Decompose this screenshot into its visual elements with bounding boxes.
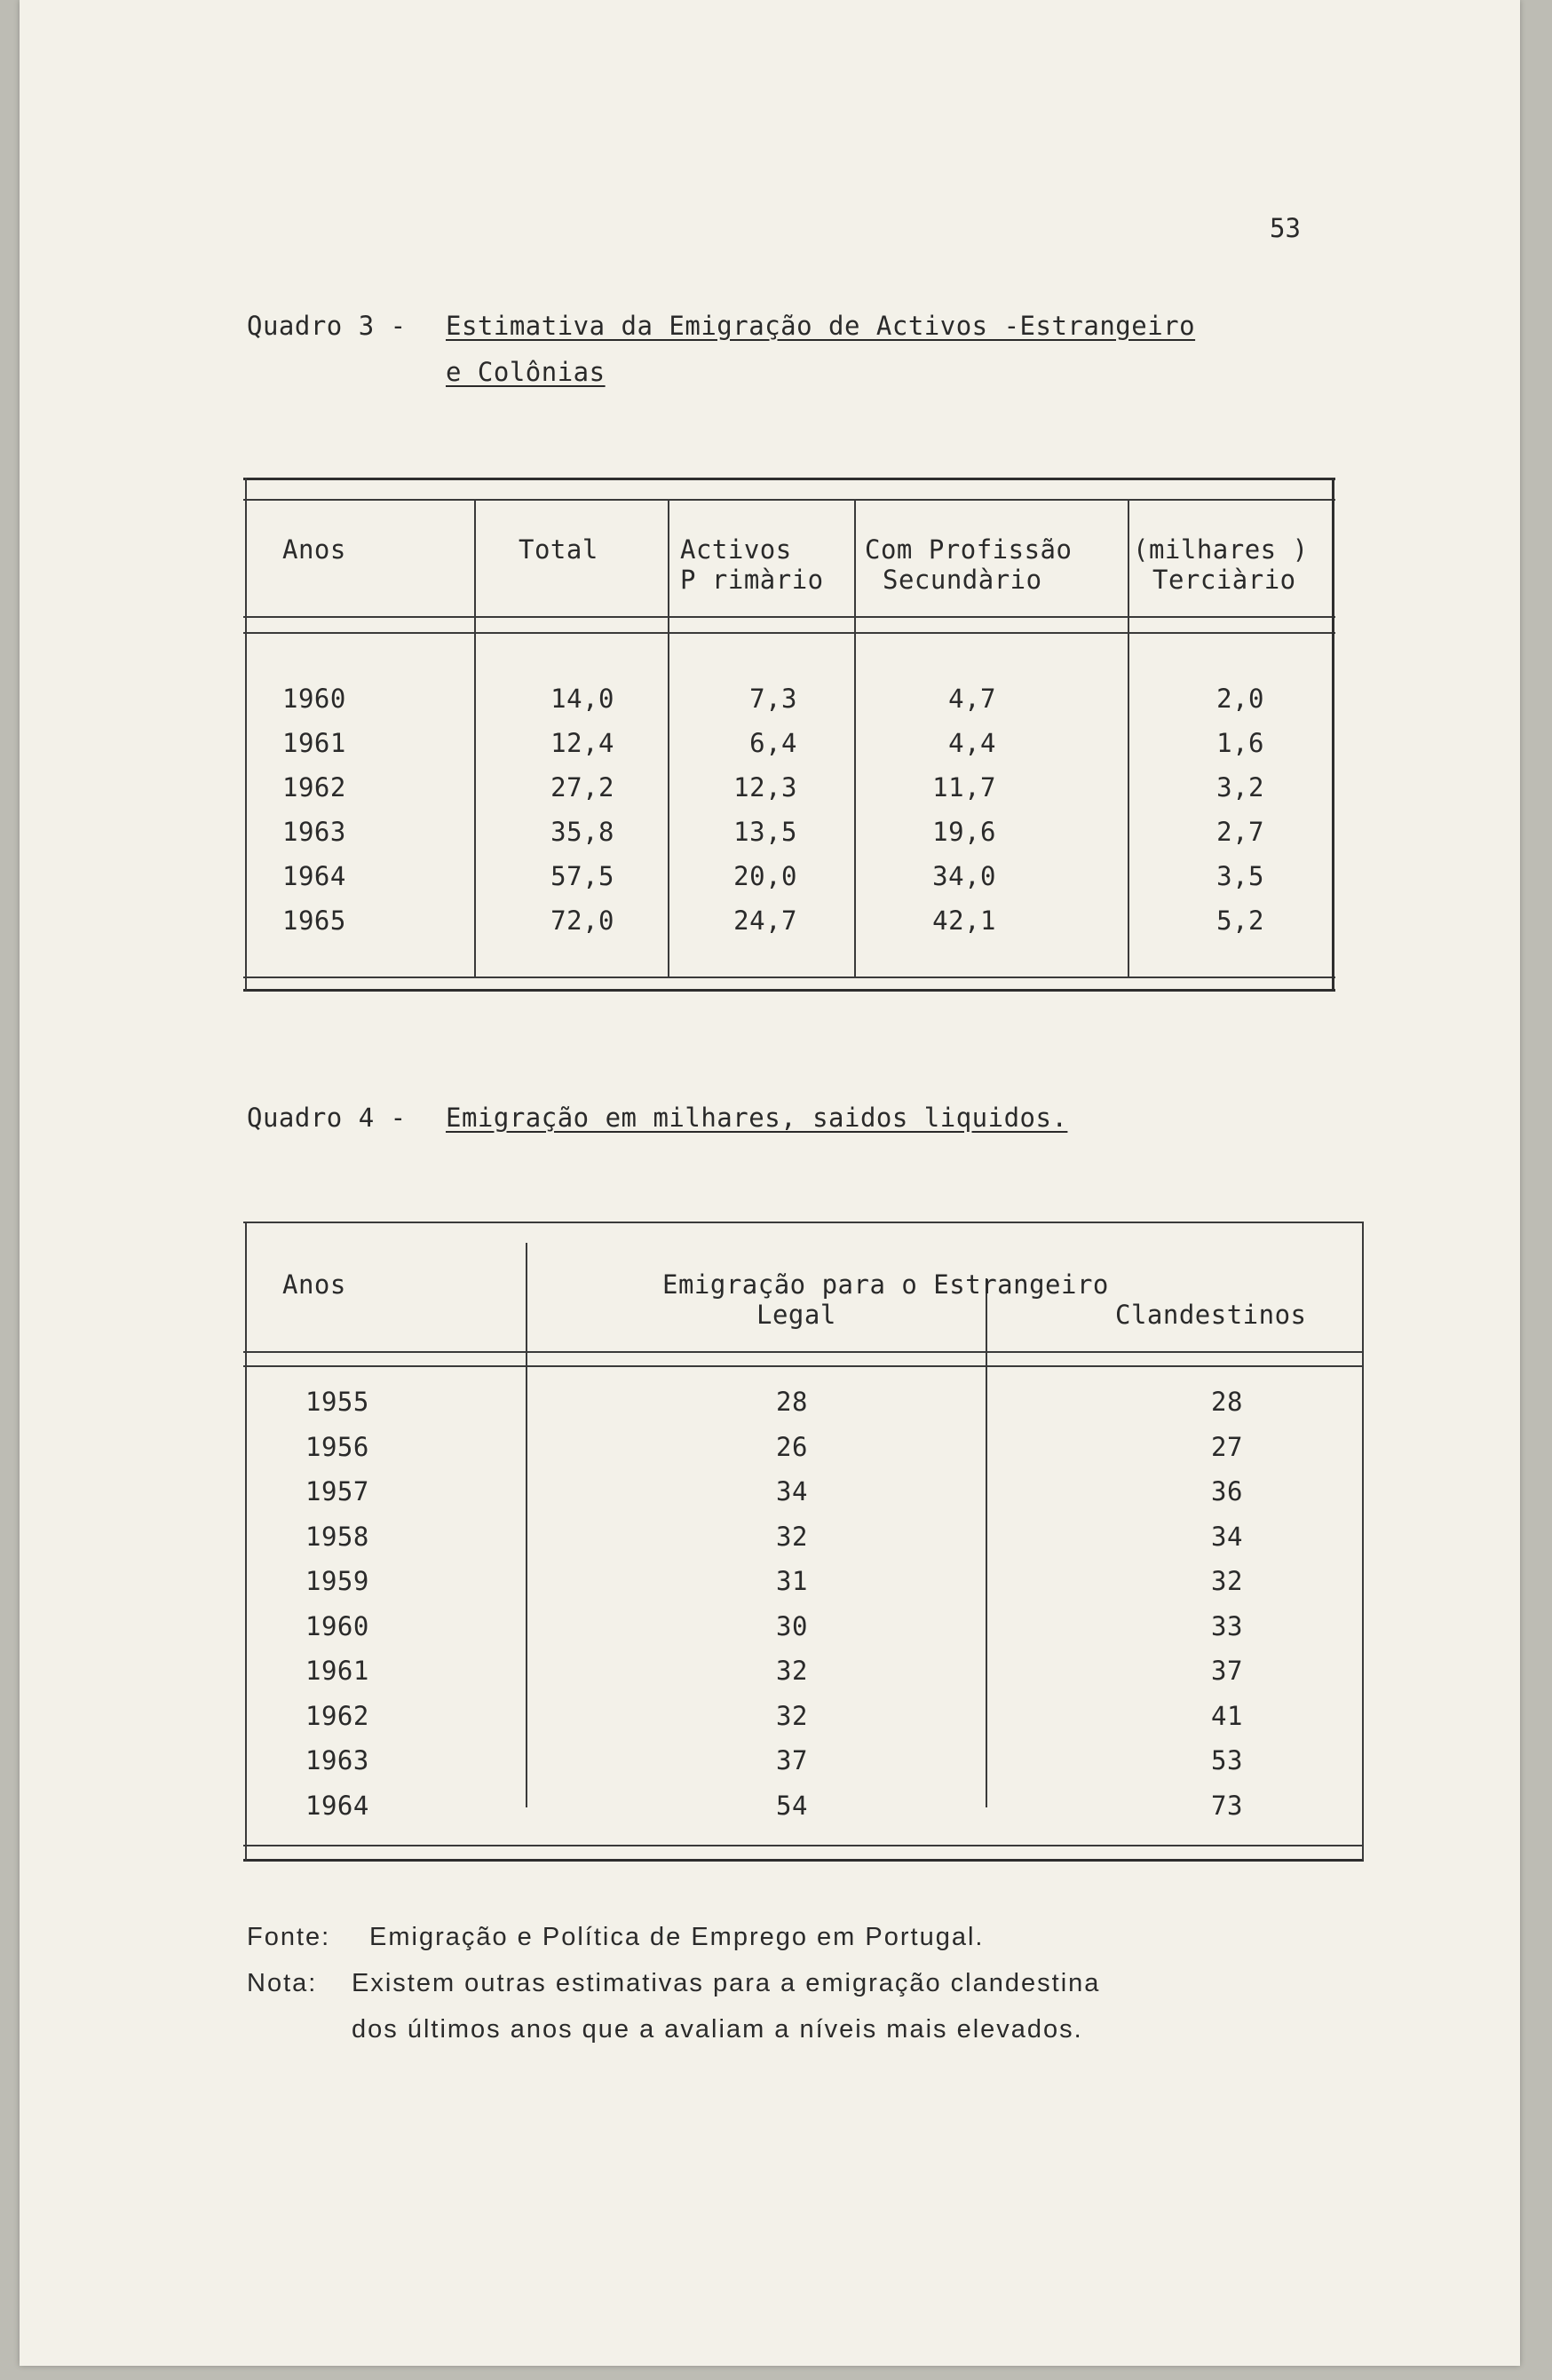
col-activos-header: Activos bbox=[680, 534, 792, 565]
t4-cell-legal: 31 bbox=[776, 1566, 808, 1596]
t4-cell-ano: 1964 bbox=[305, 1791, 369, 1821]
t3-cell-secundario: 34,0 bbox=[932, 861, 996, 891]
t3-cell-total: 14,0 bbox=[550, 684, 614, 714]
t3-cell-total: 27,2 bbox=[550, 772, 614, 803]
t3-cell-ano: 1960 bbox=[282, 684, 346, 714]
t3-cell-total: 57,5 bbox=[550, 861, 614, 891]
t4-cell-clandestinos: 34 bbox=[1211, 1522, 1243, 1552]
t4-cell-legal: 54 bbox=[776, 1791, 808, 1821]
t4-cell-ano: 1956 bbox=[305, 1432, 369, 1462]
t3-cell-total: 35,8 bbox=[550, 817, 614, 847]
t4-cell-legal: 32 bbox=[776, 1656, 808, 1686]
t3-cell-ano: 1962 bbox=[282, 772, 346, 803]
t4-cell-legal: 30 bbox=[776, 1611, 808, 1641]
t3-cell-secundario: 42,1 bbox=[932, 905, 996, 936]
col-milhares-header: (milhares ) bbox=[1133, 534, 1309, 565]
t4-cell-legal: 32 bbox=[776, 1522, 808, 1552]
table3-title-continuation: e Colônias bbox=[446, 357, 606, 387]
t4-cell-ano: 1962 bbox=[305, 1701, 369, 1731]
t4-cell-clandestinos: 33 bbox=[1211, 1611, 1243, 1641]
table3-title: Estimativa da Emigração de Activos -Estrangeiro bbox=[446, 311, 1196, 341]
t4-cell-ano: 1961 bbox=[305, 1656, 369, 1686]
t4-cell-clandestinos: 32 bbox=[1211, 1566, 1243, 1596]
fonte-label: Fonte: bbox=[247, 1923, 331, 1951]
t3-cell-terciario: 2,7 bbox=[1216, 817, 1264, 847]
t3-cell-terciario: 1,6 bbox=[1216, 728, 1264, 758]
t4-cell-clandestinos: 53 bbox=[1211, 1745, 1243, 1775]
table4-title: Emigração em milhares, saidos liquidos. bbox=[446, 1103, 1068, 1133]
t4-cell-clandestinos: 73 bbox=[1211, 1791, 1243, 1821]
t3-cell-ano: 1961 bbox=[282, 728, 346, 758]
t3-cell-total: 12,4 bbox=[550, 728, 614, 758]
t3-cell-terciario: 3,5 bbox=[1216, 861, 1264, 891]
fonte-text: Emigração e Política de Emprego em Portugal. bbox=[369, 1923, 985, 1951]
nota-text-line2: dos últimos anos que a avaliam a níveis mais elevados. bbox=[352, 2015, 1083, 2044]
t3-cell-primario: 24,7 bbox=[733, 905, 797, 936]
nota-text-line1: Existem outras estimativas para a emigração clandestina bbox=[352, 1969, 1101, 1997]
t3-cell-primario: 20,0 bbox=[733, 861, 797, 891]
table3-title-prefix: Quadro 3 - bbox=[247, 311, 407, 341]
t3-cell-terciario: 3,2 bbox=[1216, 772, 1264, 803]
t4-cell-legal: 28 bbox=[776, 1387, 808, 1417]
t4-cell-legal: 26 bbox=[776, 1432, 808, 1462]
col-primario-header: P rimàrio bbox=[680, 565, 824, 595]
table4-title-prefix: Quadro 4 - bbox=[247, 1103, 407, 1133]
t3-cell-primario: 13,5 bbox=[733, 817, 797, 847]
t4-col-emigracao-header: Emigração para o Estrangeiro bbox=[662, 1269, 1109, 1300]
document-page bbox=[20, 0, 1520, 2366]
t4-cell-legal: 34 bbox=[776, 1476, 808, 1506]
page-number: 53 bbox=[1270, 213, 1301, 243]
t3-cell-primario: 12,3 bbox=[733, 772, 797, 803]
t3-cell-secundario: 19,6 bbox=[932, 817, 996, 847]
t4-cell-clandestinos: 37 bbox=[1211, 1656, 1243, 1686]
t3-cell-secundario: 4,4 bbox=[948, 728, 996, 758]
t4-cell-clandestinos: 41 bbox=[1211, 1701, 1243, 1731]
t4-cell-ano: 1963 bbox=[305, 1745, 369, 1775]
t4-cell-ano: 1955 bbox=[305, 1387, 369, 1417]
t3-cell-ano: 1965 bbox=[282, 905, 346, 936]
col-secundario-header: Secundàrio bbox=[883, 565, 1042, 595]
t3-cell-primario: 7,3 bbox=[749, 684, 797, 714]
t4-cell-ano: 1958 bbox=[305, 1522, 369, 1552]
t4-cell-legal: 32 bbox=[776, 1701, 808, 1731]
t4-col-legal-header: Legal bbox=[756, 1300, 836, 1330]
col-total-header: Total bbox=[519, 534, 598, 565]
t3-cell-secundario: 11,7 bbox=[932, 772, 996, 803]
t4-cell-legal: 37 bbox=[776, 1745, 808, 1775]
col-terciario-header: Terciàrio bbox=[1152, 565, 1296, 595]
t4-cell-ano: 1960 bbox=[305, 1611, 369, 1641]
t4-cell-clandestinos: 28 bbox=[1211, 1387, 1243, 1417]
t3-cell-terciario: 2,0 bbox=[1216, 684, 1264, 714]
t3-cell-primario: 6,4 bbox=[749, 728, 797, 758]
t4-cell-ano: 1957 bbox=[305, 1476, 369, 1506]
t3-cell-ano: 1964 bbox=[282, 861, 346, 891]
col-com-profissao-header: Com Profissão bbox=[865, 534, 1073, 565]
t3-cell-ano: 1963 bbox=[282, 817, 346, 847]
t3-cell-terciario: 5,2 bbox=[1216, 905, 1264, 936]
t4-col-anos-header: Anos bbox=[282, 1269, 346, 1300]
nota-label: Nota: bbox=[247, 1969, 318, 1997]
t4-col-clandestinos-header: Clandestinos bbox=[1115, 1300, 1307, 1330]
t4-cell-clandestinos: 27 bbox=[1211, 1432, 1243, 1462]
col-anos-header: Anos bbox=[282, 534, 346, 565]
t3-cell-secundario: 4,7 bbox=[948, 684, 996, 714]
t4-cell-ano: 1959 bbox=[305, 1566, 369, 1596]
t4-cell-clandestinos: 36 bbox=[1211, 1476, 1243, 1506]
t3-cell-total: 72,0 bbox=[550, 905, 614, 936]
